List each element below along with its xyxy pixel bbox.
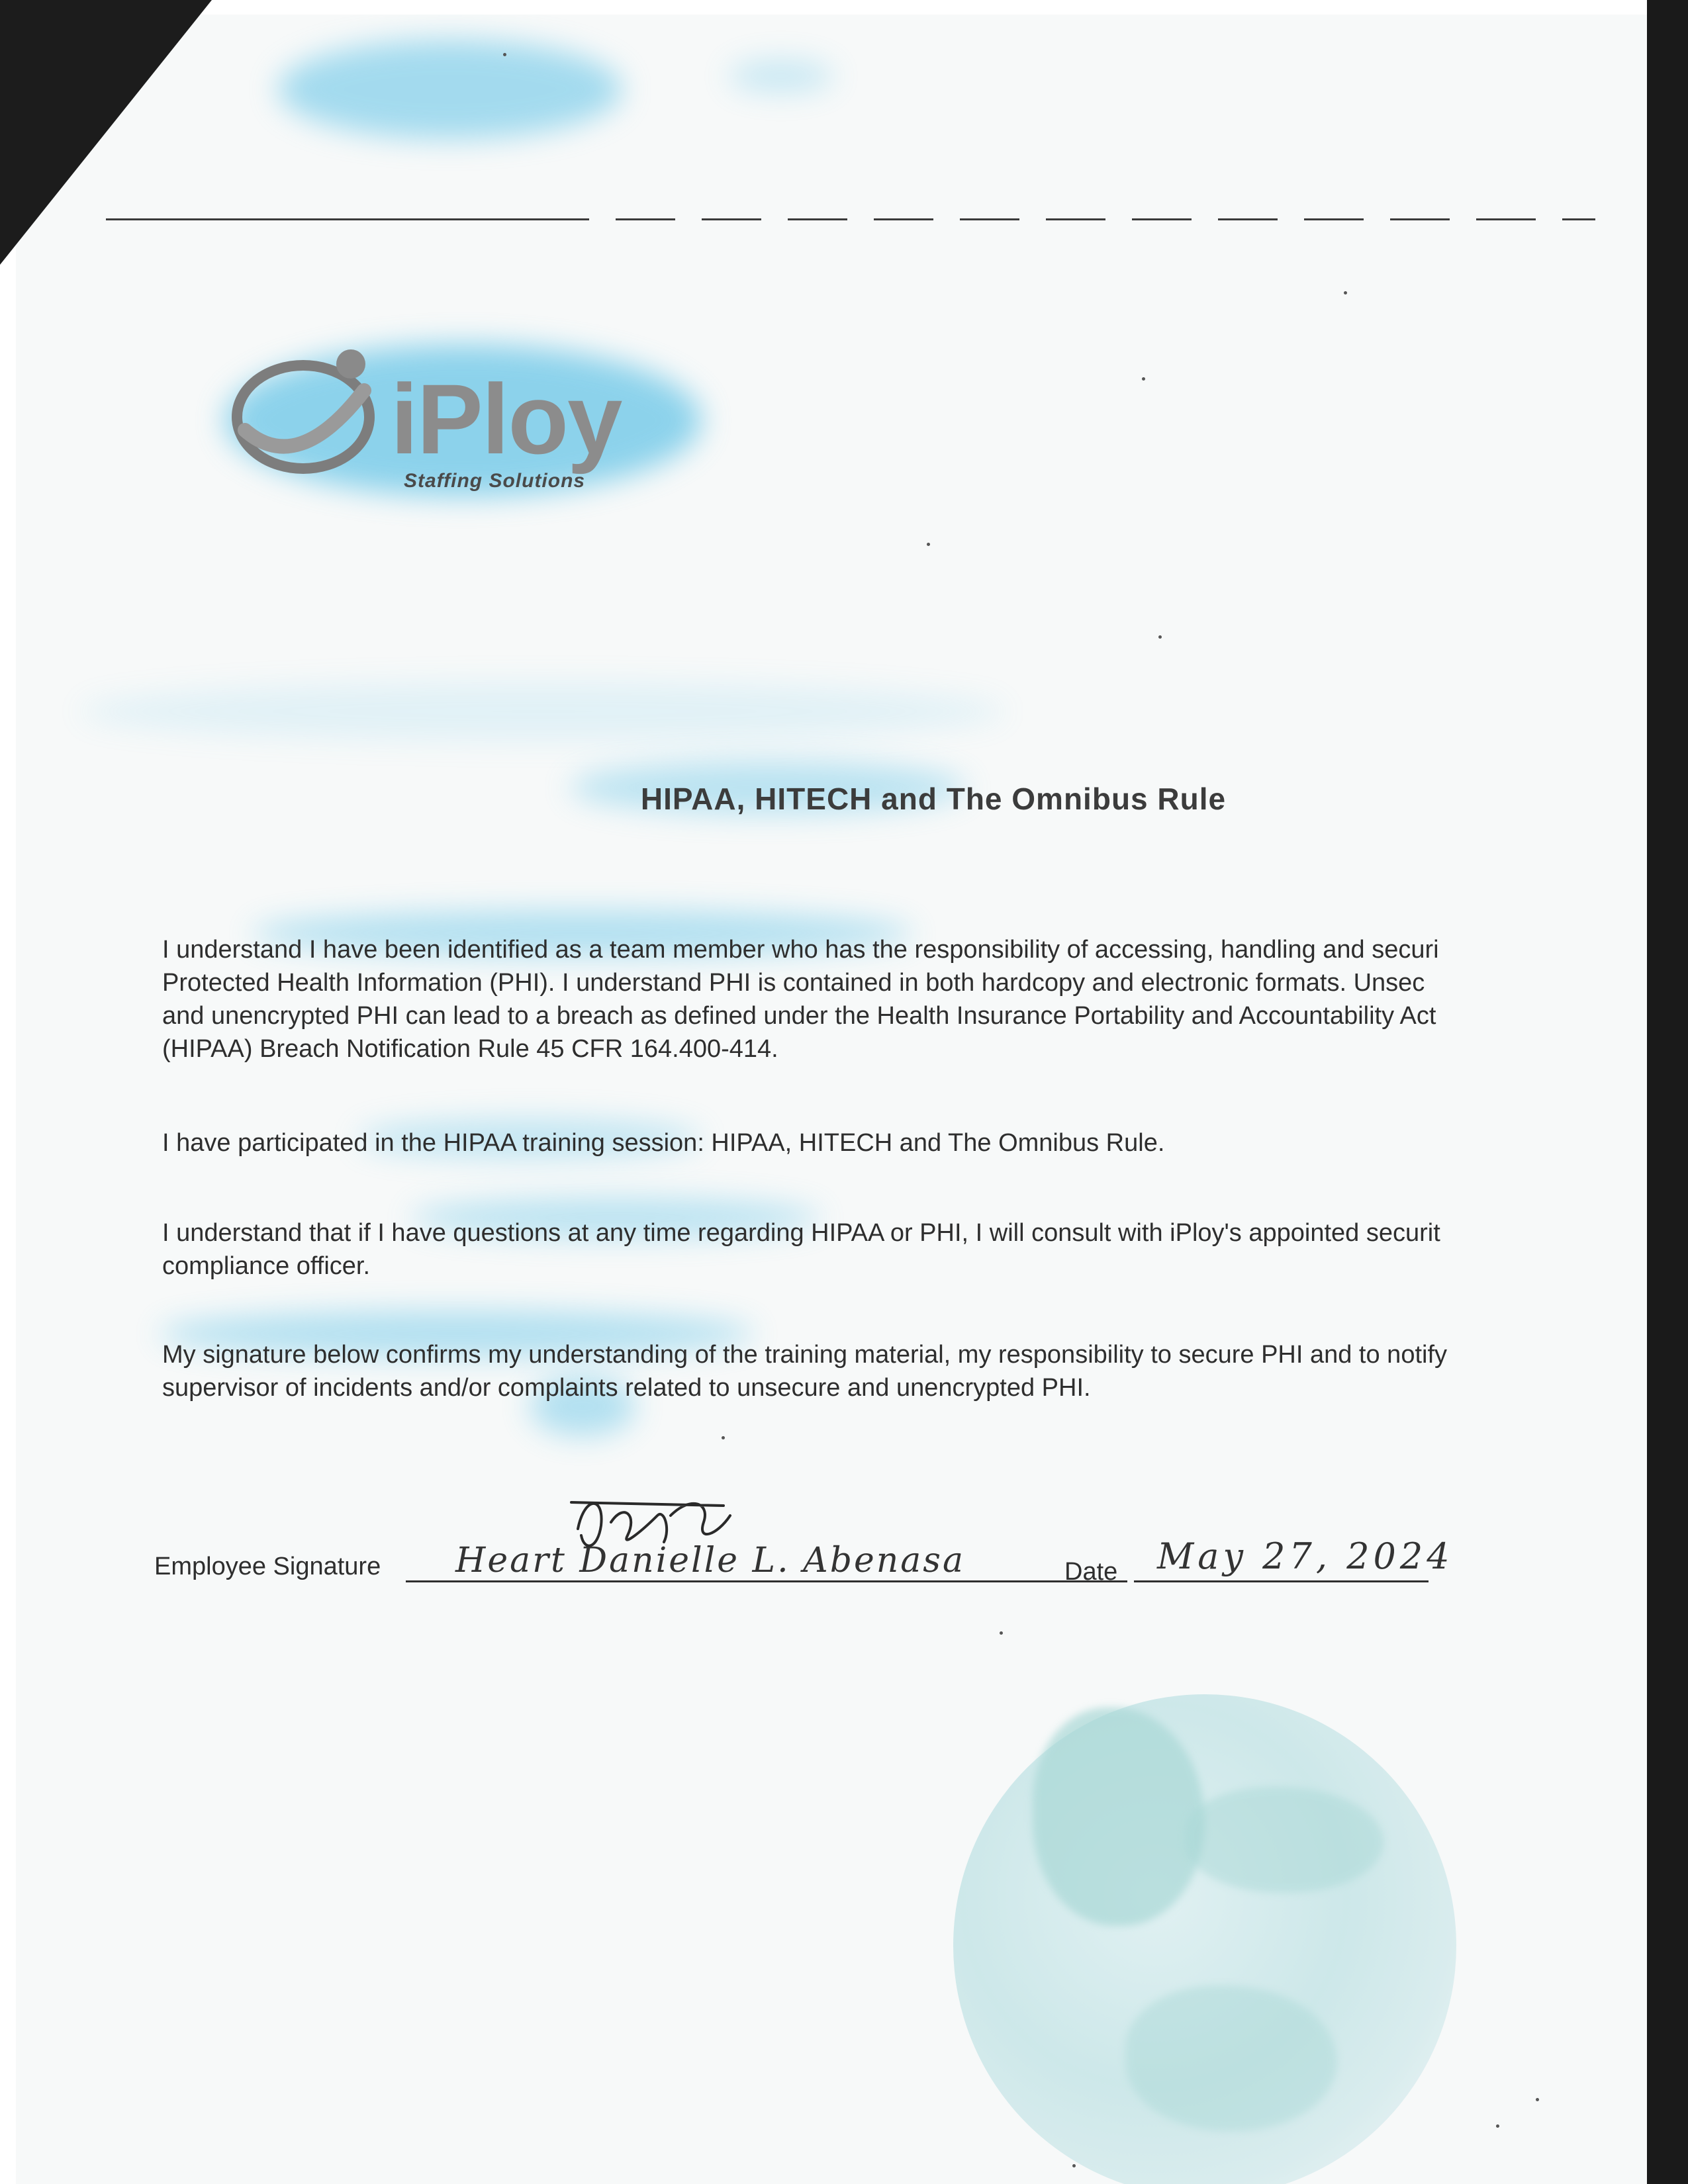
scan-speck — [503, 53, 506, 56]
paragraph-training: I have participated in the HIPAA training session: HIPAA, HITECH and The Omnibus Rule. — [162, 1129, 1165, 1157]
signature-scribble-icon — [565, 1489, 737, 1562]
signature-row — [154, 1535, 1478, 1615]
scan-speck — [1496, 2124, 1499, 2128]
scan-speck — [1142, 377, 1145, 381]
scan-speck — [1536, 2098, 1539, 2101]
scan-right-edge — [1647, 0, 1688, 2184]
scan-corner-shadow — [0, 0, 212, 265]
logo-swoosh-icon — [225, 338, 384, 496]
logo-wordmark: iPloy — [391, 363, 622, 475]
date-line — [1134, 1580, 1429, 1582]
scan-speck — [1072, 2164, 1076, 2167]
paragraph-confirmation: My signature below confirms my understanding of the training material, my responsibility to secure PHI and to notify supervisor of incidents and/or complaints related to unsecure and unencrypted PHI. — [162, 1341, 1448, 1402]
toner-smear — [728, 60, 834, 93]
scan-speck — [1000, 1631, 1003, 1635]
scan-speck — [722, 1436, 725, 1439]
date-value: May 27, 2024 — [1157, 1535, 1454, 1577]
scan-speck — [927, 543, 930, 546]
top-rule-gaps — [530, 216, 1595, 222]
scan-speck — [1344, 291, 1347, 295]
signature-value: Heart Danielle L. Abenasa — [455, 1541, 965, 1580]
scan-top-margin — [0, 0, 1688, 15]
signature-label: Employee Signature — [154, 1553, 381, 1580]
scan-speck — [1158, 635, 1162, 639]
paragraph-responsibility: I understand I have been identified as a team member who has the responsibility of accessing, handling and securi Protected Health Information (PHI). I understand PHI is contained in both hardcopy and electronic formats. Unsec and unencrypted PHI can lead to a breach as defined under the Health Insurance Portability and Accountability Act (HIPAA) Breach Notification Rule 45 CFR 164.400-414. — [162, 936, 1439, 1063]
scan-left-margin — [0, 0, 16, 2184]
company-logo — [225, 338, 702, 510]
toner-smear — [79, 682, 1006, 741]
signature-line — [406, 1580, 1127, 1582]
document-title: HIPAA, HITECH and The Omnibus Rule — [640, 782, 1227, 816]
toner-smear — [278, 40, 622, 139]
paragraph-questions: I understand that if I have questions at any time regarding HIPAA or PHI, I will consult with iPloy's appointed securit compliance officer. — [162, 1219, 1440, 1280]
date-label: Date — [1064, 1558, 1118, 1586]
logo-tagline: Staffing Solutions — [404, 470, 586, 492]
